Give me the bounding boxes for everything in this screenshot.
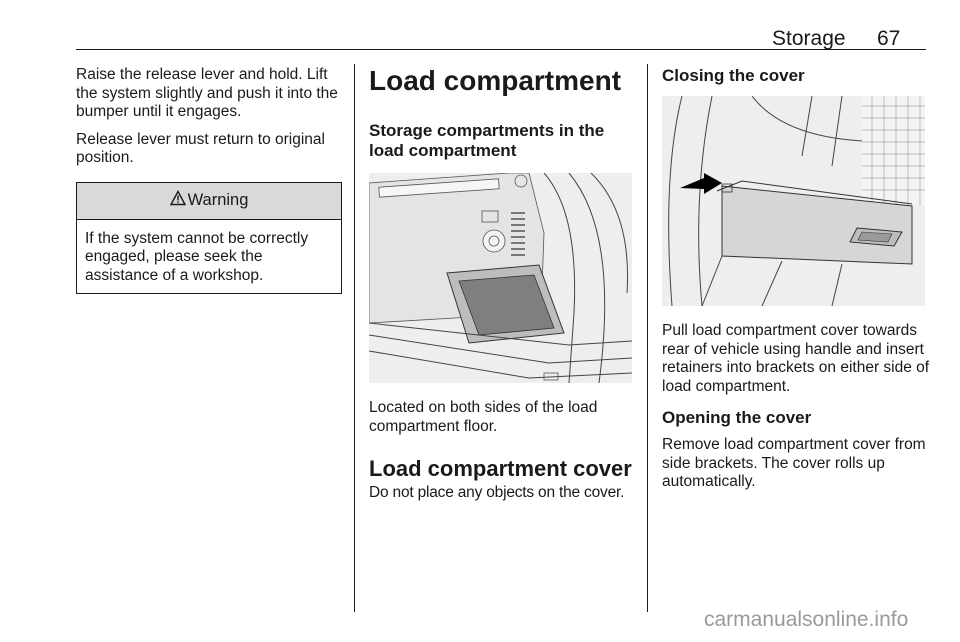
- figure-caption: Located on both sides of the load compartment floor.: [369, 399, 598, 435]
- storage-compartment-illustration: [369, 173, 635, 383]
- source-watermark: carmanualsonline.info: [704, 608, 909, 631]
- warning-box: [76, 182, 342, 295]
- header-rule: [76, 49, 926, 50]
- cover-closing-illustration: [662, 96, 930, 306]
- body-paragraph: Release lever must return to original position.: [76, 130, 325, 166]
- page-number: 67: [877, 27, 901, 50]
- section-heading: Load compartment cover: [369, 456, 632, 481]
- column-divider: [354, 64, 355, 612]
- column-left: [76, 66, 342, 294]
- warning-header: [77, 183, 341, 220]
- body-paragraph: Remove load compartment cover from side brackets. The cover rolls up automatically.: [662, 436, 926, 490]
- section-heading: Load compartment: [369, 65, 622, 96]
- body-paragraph: Raise the release lever and hold. Lift the system slightly and push it into the bumper until it engages.: [76, 66, 338, 120]
- body-paragraph: Do not place any objects on the cover.: [369, 484, 625, 501]
- warning-title: Warning: [187, 191, 249, 209]
- subsection-heading: Closing the cover: [662, 66, 805, 85]
- warning-body: [77, 220, 341, 294]
- column-right: [662, 66, 930, 492]
- body-paragraph: Pull load compartment cover towards rear of vehicle using handle and insert retainers into brackets on either side of load compartment.: [662, 322, 930, 395]
- subsection-heading: Opening the cover: [662, 408, 812, 427]
- column-divider: [647, 64, 648, 612]
- warning-text: If the system cannot be correctly engaged, please seek the assistance of a workshop.: [85, 229, 309, 284]
- warning-triangle-icon: [170, 190, 186, 211]
- subsection-heading: Storage compartments in the load compartment: [369, 121, 605, 160]
- running-header-section: Storage: [772, 27, 846, 50]
- column-middle: [369, 66, 635, 503]
